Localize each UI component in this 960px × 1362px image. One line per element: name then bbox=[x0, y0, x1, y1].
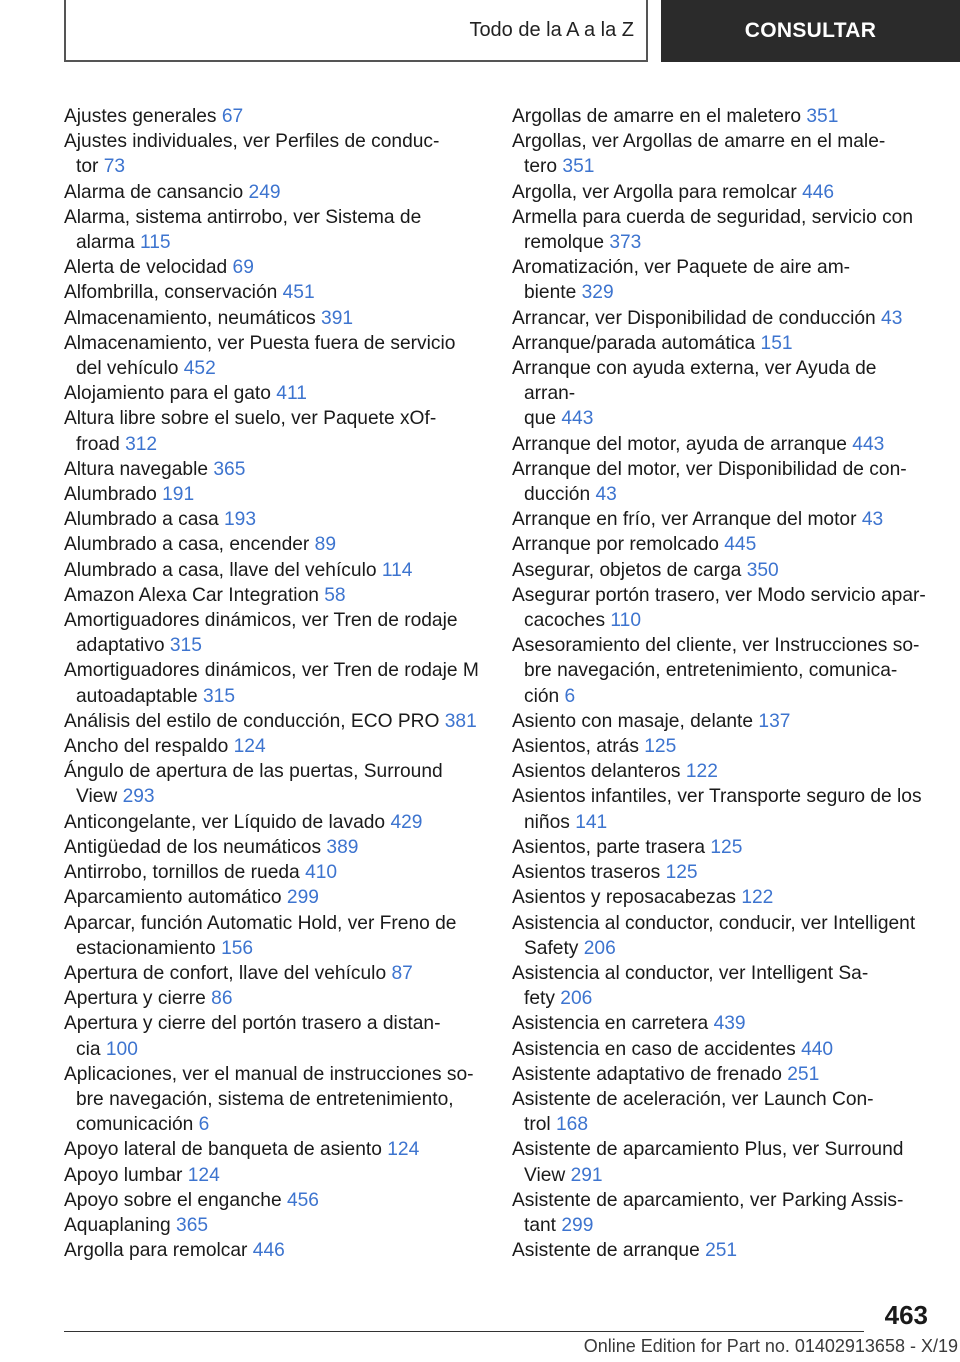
index-entry bbox=[512, 558, 932, 583]
page-reference-link[interactable]: 445 bbox=[724, 534, 757, 556]
page-reference-link[interactable]: 439 bbox=[713, 1013, 746, 1035]
page-reference-link[interactable]: 381 bbox=[444, 710, 477, 732]
page-reference-link[interactable]: 86 bbox=[211, 988, 233, 1010]
index-entry-text: Alumbrado bbox=[64, 484, 157, 506]
page-reference-link[interactable]: 125 bbox=[665, 862, 698, 884]
index-entry-continuation: remolque bbox=[524, 232, 604, 254]
index-entry bbox=[64, 734, 484, 759]
index-entry bbox=[64, 180, 484, 205]
index-entry bbox=[512, 205, 932, 255]
page-reference-link[interactable]: 446 bbox=[802, 181, 835, 203]
index-entry bbox=[64, 482, 484, 507]
page-number: 463 bbox=[884, 1300, 928, 1330]
page-reference-link[interactable]: 206 bbox=[560, 988, 593, 1010]
index-entry bbox=[512, 1037, 932, 1062]
index-entry-text: Alerta de velocidad bbox=[64, 257, 228, 279]
index-entry-continuation: froad bbox=[76, 433, 120, 455]
index-entry bbox=[64, 1062, 484, 1138]
index-entry bbox=[64, 532, 484, 557]
index-entry-continuation: cacoches bbox=[524, 610, 606, 632]
index-entry-text: Arranque del motor, ayuda de arranque bbox=[512, 433, 847, 455]
index-entry bbox=[64, 457, 484, 482]
index-entry-continuation: alarma bbox=[76, 232, 135, 254]
index-entry-text: Amortiguadores dinámicos, ver Tren de rodaje M bbox=[64, 660, 479, 682]
page-reference-link[interactable]: 193 bbox=[224, 509, 257, 531]
index-entry-text: Asistente de aparcamiento Plus, ver Surround bbox=[512, 1139, 904, 1161]
index-entry-continuation: cia bbox=[76, 1038, 101, 1060]
index-entry bbox=[64, 759, 484, 809]
page-reference-link[interactable]: 168 bbox=[556, 1114, 589, 1136]
index-entry bbox=[512, 911, 932, 961]
index-entry bbox=[64, 129, 484, 179]
index-entry-text: Alumbrado a casa bbox=[64, 509, 219, 531]
index-entry bbox=[64, 835, 484, 860]
index-entry-continuation: niños bbox=[524, 811, 570, 833]
page-reference-link[interactable]: 43 bbox=[595, 484, 617, 506]
page-reference-link[interactable]: 446 bbox=[252, 1240, 285, 1262]
index-entry bbox=[512, 104, 932, 129]
index-entry-continuation: tor bbox=[76, 156, 99, 178]
page-reference-link[interactable]: 329 bbox=[581, 282, 614, 304]
index-entry-text: Arranque en frío, ver Arranque del motor bbox=[512, 509, 857, 531]
index-entry bbox=[64, 1213, 484, 1238]
index-entry-text: Antirrobo, tornillos de rueda bbox=[64, 862, 300, 884]
page-reference-link[interactable]: 389 bbox=[326, 836, 359, 858]
index-entry bbox=[512, 356, 932, 432]
page-reference-link[interactable]: 141 bbox=[575, 811, 608, 833]
index-entry-text: Asistente adaptativo de frenado bbox=[512, 1063, 782, 1085]
page-reference-link[interactable]: 350 bbox=[746, 559, 779, 581]
index-entry-text: Análisis del estilo de conducción, ECO PRO bbox=[64, 710, 440, 732]
index-entry bbox=[64, 1238, 484, 1263]
page-reference-link[interactable]: 122 bbox=[741, 887, 774, 909]
page-reference-link[interactable]: 299 bbox=[561, 1214, 594, 1236]
page-reference-link[interactable]: 315 bbox=[202, 685, 235, 707]
index-entry bbox=[64, 860, 484, 885]
index-entry-text: Ajustes individuales, ver Perfiles de conduc- bbox=[64, 131, 440, 153]
page-reference-link[interactable]: 115 bbox=[140, 232, 171, 254]
page-reference-link[interactable]: 191 bbox=[162, 484, 195, 506]
index-entry-continuation: ción bbox=[524, 685, 560, 707]
index-entry-continuation: View bbox=[76, 786, 118, 808]
index-entry-text: Apertura de confort, llave del vehículo bbox=[64, 962, 387, 984]
page-reference-link[interactable]: 299 bbox=[286, 887, 319, 909]
page-reference-link[interactable]: 351 bbox=[562, 156, 595, 178]
index-entry bbox=[512, 1062, 932, 1087]
index-entry-text: Arranque/parada automática bbox=[512, 332, 756, 354]
index-entry bbox=[512, 734, 932, 759]
index-entry-continuation: trol bbox=[524, 1114, 551, 1136]
page-reference-link[interactable]: 440 bbox=[801, 1038, 834, 1060]
index-entry-text: Aplicaciones, ver el manual de instrucciones so- bbox=[64, 1063, 474, 1085]
page-reference-link[interactable]: 125 bbox=[710, 836, 743, 858]
index-entry bbox=[512, 432, 932, 457]
index-entry-text: Asistente de arranque bbox=[512, 1240, 700, 1262]
page-reference-link[interactable]: 110 bbox=[610, 610, 641, 632]
index-entry-text: Argollas, ver Argollas de amarre en el male- bbox=[512, 131, 886, 153]
page-reference-link[interactable]: 137 bbox=[758, 710, 791, 732]
index-entry-text: Argollas de amarre en el maletero bbox=[512, 106, 802, 127]
index-entry bbox=[512, 306, 932, 331]
index-entry-text: Alumbrado a casa, llave del vehículo bbox=[64, 559, 377, 581]
index-entry-text: Asientos delanteros bbox=[512, 761, 681, 783]
index-entry-continuation: biente bbox=[524, 282, 577, 304]
index-entry-text: Asientos, parte trasera bbox=[512, 836, 706, 858]
page-reference-link[interactable]: 456 bbox=[286, 1189, 319, 1211]
index-entry-continuation: autoadaptable bbox=[76, 685, 198, 707]
index-entry-text: Arranque con ayuda externa, ver Ayuda de arran- bbox=[512, 358, 877, 405]
index-entry-continuation: comunicación bbox=[76, 1114, 194, 1136]
index-entry bbox=[512, 633, 932, 709]
page-reference-link[interactable]: 100 bbox=[105, 1038, 138, 1060]
index-entry-text: Anticongelante, ver Líquido de lavado bbox=[64, 811, 386, 833]
page-reference-link[interactable]: 156 bbox=[221, 937, 254, 959]
index-entry-text: Alfombrilla, conservación bbox=[64, 282, 278, 304]
index-entry bbox=[64, 709, 484, 734]
tab-consultar-label: CONSULTAR bbox=[744, 19, 877, 42]
index-entry bbox=[64, 1011, 484, 1061]
index-entry bbox=[512, 961, 932, 1011]
index-entry-text: Aquaplaning bbox=[64, 1214, 171, 1236]
index-entry-text: Asistente de aparcamiento, ver Parking Assis- bbox=[512, 1189, 904, 1211]
index-entry-text: Asientos traseros bbox=[512, 862, 661, 884]
index-entry-text: Altura navegable bbox=[64, 458, 209, 480]
index-entry bbox=[512, 331, 932, 356]
tab-az-label: Todo de la A a la Z bbox=[469, 18, 634, 41]
index-entry bbox=[512, 255, 932, 305]
index-entry-text: Alumbrado a casa, encender bbox=[64, 534, 310, 556]
page-reference-link[interactable]: 251 bbox=[705, 1240, 738, 1262]
index-entry bbox=[64, 1188, 484, 1213]
page-reference-link[interactable]: 293 bbox=[122, 786, 155, 808]
page-reference-link[interactable]: 443 bbox=[852, 433, 885, 455]
index-entry bbox=[512, 1087, 932, 1137]
index-entry bbox=[64, 406, 484, 456]
page-reference-link[interactable]: 69 bbox=[232, 257, 254, 279]
index-entry bbox=[64, 205, 484, 255]
index-entry-continuation: que bbox=[524, 408, 557, 430]
index-entry-text: Ajustes generales bbox=[64, 106, 217, 127]
index-entry-continuation: del vehículo bbox=[76, 358, 179, 380]
index-entry bbox=[512, 180, 932, 205]
index-entry bbox=[64, 558, 484, 583]
index-entry-continuation: fety bbox=[524, 988, 555, 1010]
index-entry-text: Alarma de cansancio bbox=[64, 181, 244, 203]
index-entry bbox=[512, 583, 932, 633]
page-reference-link[interactable]: 315 bbox=[169, 635, 202, 657]
index-entry-text: Asistencia en caso de accidentes bbox=[512, 1038, 796, 1060]
index-entry-text: Apoyo lateral de banqueta de asiento bbox=[64, 1139, 382, 1161]
index-entry bbox=[512, 507, 932, 532]
index-entry-text: Argolla, ver Argolla para remolcar bbox=[512, 181, 797, 203]
page-reference-link[interactable]: 249 bbox=[248, 181, 281, 203]
index-entry bbox=[64, 885, 484, 910]
page-reference-link[interactable]: 291 bbox=[570, 1164, 603, 1186]
index-entry-text: Alojamiento para el gato bbox=[64, 383, 271, 405]
page-reference-link[interactable]: 73 bbox=[103, 156, 126, 178]
index-entry bbox=[512, 1011, 932, 1036]
index-entry bbox=[64, 583, 484, 608]
page-reference-link[interactable]: 6 bbox=[198, 1114, 210, 1136]
index-entry-text: Apoyo sobre el enganche bbox=[64, 1189, 282, 1211]
page-header bbox=[64, 0, 960, 66]
index-entry bbox=[512, 1137, 932, 1187]
index-entry-text: Arrancar, ver Disponibilidad de conducción bbox=[512, 307, 876, 329]
index-entry-continuation: tero bbox=[524, 156, 558, 178]
page-reference-link[interactable]: 351 bbox=[806, 106, 839, 127]
page-reference-link[interactable]: 67 bbox=[221, 106, 244, 127]
index-entry-continuation: View bbox=[524, 1164, 566, 1186]
index-entry-text: Altura libre sobre el suelo, ver Paquete xOf- bbox=[64, 408, 437, 430]
page-reference-link[interactable]: 391 bbox=[321, 307, 354, 329]
index-entry bbox=[64, 961, 484, 986]
page-reference-link[interactable]: 114 bbox=[381, 559, 413, 581]
index-entry-continuation: tant bbox=[524, 1214, 557, 1236]
page-reference-link[interactable]: 89 bbox=[314, 534, 337, 556]
index-entry bbox=[64, 507, 484, 532]
page-reference-link[interactable]: 124 bbox=[233, 736, 266, 758]
index-entry bbox=[64, 104, 484, 129]
index-entry-text: Amazon Alexa Car Integration bbox=[64, 584, 319, 606]
index-entry-text: Ángulo de apertura de las puertas, Surround bbox=[64, 761, 443, 783]
index-entry-text: Asiento con masaje, delante bbox=[512, 710, 754, 732]
index-entry-text: Apertura y cierre del portón trasero a distan- bbox=[64, 1013, 441, 1035]
page-reference-link[interactable]: 43 bbox=[881, 307, 903, 329]
index-entry bbox=[64, 1163, 484, 1188]
index-entry-text: Asistencia al conductor, ver Intelligent Sa- bbox=[512, 962, 869, 984]
index-entry bbox=[64, 306, 484, 331]
index-entry-text: Aparcamiento automático bbox=[64, 887, 282, 909]
index-entry bbox=[512, 759, 932, 784]
index-entry bbox=[512, 1238, 932, 1263]
index-entry-text: Asistencia en carretera bbox=[512, 1013, 709, 1035]
index-entry-continuation: bre navegación, entretenimiento, comunica- bbox=[524, 660, 898, 682]
index-entry-text: Asistencia al conductor, conducir, ver Intelligent bbox=[512, 912, 916, 934]
index-entry-text: Apoyo lumbar bbox=[64, 1164, 183, 1186]
index-column-left bbox=[64, 104, 484, 1263]
index-entry bbox=[64, 381, 484, 406]
index-entry-continuation: bre navegación, sistema de entretenimiento, bbox=[76, 1088, 454, 1110]
index-entry-text: Asistente de aceleración, ver Launch Con- bbox=[512, 1088, 874, 1110]
index-entry bbox=[512, 835, 932, 860]
index-entry bbox=[512, 457, 932, 507]
index-entry-text: Antigüedad de los neumáticos bbox=[64, 836, 322, 858]
index-entry bbox=[64, 986, 484, 1011]
page-reference-link[interactable]: 452 bbox=[183, 358, 216, 380]
page-reference-link[interactable]: 122 bbox=[685, 761, 718, 783]
index-entry-text: Aromatización, ver Paquete de aire am- bbox=[512, 257, 851, 279]
index-entry bbox=[64, 255, 484, 280]
footer-edition-text: Online Edition for Part no. 01402913658 - X/19 bbox=[583, 1336, 958, 1356]
index-entry-text: Aparcar, función Automatic Hold, ver Freno de bbox=[64, 912, 457, 934]
index-entry-text: Ancho del respaldo bbox=[64, 736, 229, 758]
index-entry-text: Amortiguadores dinámicos, ver Tren de rodaje bbox=[64, 610, 458, 632]
index-entry-text: Alarma, sistema antirrobo, ver Sistema de bbox=[64, 206, 422, 228]
index-column-right bbox=[512, 104, 932, 1263]
page-reference-link[interactable]: 312 bbox=[125, 433, 158, 455]
page-reference-link[interactable]: 373 bbox=[609, 232, 642, 254]
page-reference-link[interactable]: 411 bbox=[276, 383, 307, 405]
footer-divider bbox=[64, 1331, 864, 1332]
index-entry bbox=[512, 860, 932, 885]
index-entry bbox=[64, 608, 484, 658]
page-reference-link[interactable]: 365 bbox=[213, 458, 246, 480]
index-entry bbox=[64, 658, 484, 708]
tab-todo-de-la-a-a-la-z[interactable] bbox=[64, 0, 648, 62]
page-reference-link[interactable]: 365 bbox=[176, 1214, 209, 1236]
index-entry bbox=[512, 709, 932, 734]
page-reference-link[interactable]: 125 bbox=[644, 736, 677, 758]
index-entry bbox=[64, 911, 484, 961]
index-entry-text: Almacenamiento, ver Puesta fuera de servicio bbox=[64, 332, 456, 354]
index-entry-text: Asientos infantiles, ver Transporte seguro de los bbox=[512, 786, 922, 808]
page-reference-link[interactable]: 43 bbox=[861, 509, 884, 531]
page-reference-link[interactable]: 410 bbox=[305, 862, 338, 884]
page-reference-link[interactable]: 124 bbox=[387, 1139, 420, 1161]
page-reference-link[interactable]: 6 bbox=[564, 685, 576, 707]
page-reference-link[interactable]: 87 bbox=[391, 962, 413, 984]
page-reference-link[interactable]: 124 bbox=[187, 1164, 220, 1186]
index-entry bbox=[512, 784, 932, 834]
index-entry bbox=[512, 532, 932, 557]
index-entry bbox=[64, 1137, 484, 1162]
page-reference-link[interactable]: 443 bbox=[561, 408, 594, 430]
index-entry-text: Asesoramiento del cliente, ver Instrucciones so- bbox=[512, 635, 920, 657]
tab-consultar[interactable] bbox=[661, 0, 960, 62]
index-entry-text: Argolla para remolcar bbox=[64, 1240, 248, 1262]
index-entry-continuation: ducción bbox=[524, 484, 591, 506]
index-entry bbox=[512, 885, 932, 910]
page-reference-link[interactable]: 251 bbox=[787, 1063, 820, 1085]
index-entry-text: Arranque por remolcado bbox=[512, 534, 719, 556]
index-entry-text: Arranque del motor, ver Disponibilidad de con- bbox=[512, 458, 907, 480]
index-entry bbox=[64, 331, 484, 381]
page-reference-link[interactable]: 58 bbox=[324, 584, 346, 606]
index-entry bbox=[512, 1188, 932, 1238]
index-entry bbox=[64, 810, 484, 835]
index-entry-text: Asientos y reposacabezas bbox=[512, 887, 736, 909]
index-entry-continuation: estacionamiento bbox=[76, 937, 216, 959]
page-reference-link[interactable]: 151 bbox=[760, 332, 793, 354]
index-entry-text: Apertura y cierre bbox=[64, 988, 206, 1010]
index-entry-continuation: adaptativo bbox=[76, 635, 165, 657]
index-entry bbox=[512, 129, 932, 179]
page-reference-link[interactable]: 206 bbox=[583, 937, 616, 959]
index-entry-text: Asientos, atrás bbox=[512, 736, 639, 758]
index-entry-text: Asegurar portón trasero, ver Modo servicio apar- bbox=[512, 584, 926, 606]
page-reference-link[interactable]: 451 bbox=[282, 282, 315, 304]
page-reference-link[interactable]: 429 bbox=[390, 811, 423, 833]
index-entry-continuation: Safety bbox=[524, 937, 579, 959]
index-entry-text: Armella para cuerda de seguridad, servicio con bbox=[512, 206, 914, 228]
index-entry bbox=[64, 280, 484, 305]
index-entry-text: Almacenamiento, neumáticos bbox=[64, 307, 316, 329]
index-entry-text: Asegurar, objetos de carga bbox=[512, 559, 742, 581]
